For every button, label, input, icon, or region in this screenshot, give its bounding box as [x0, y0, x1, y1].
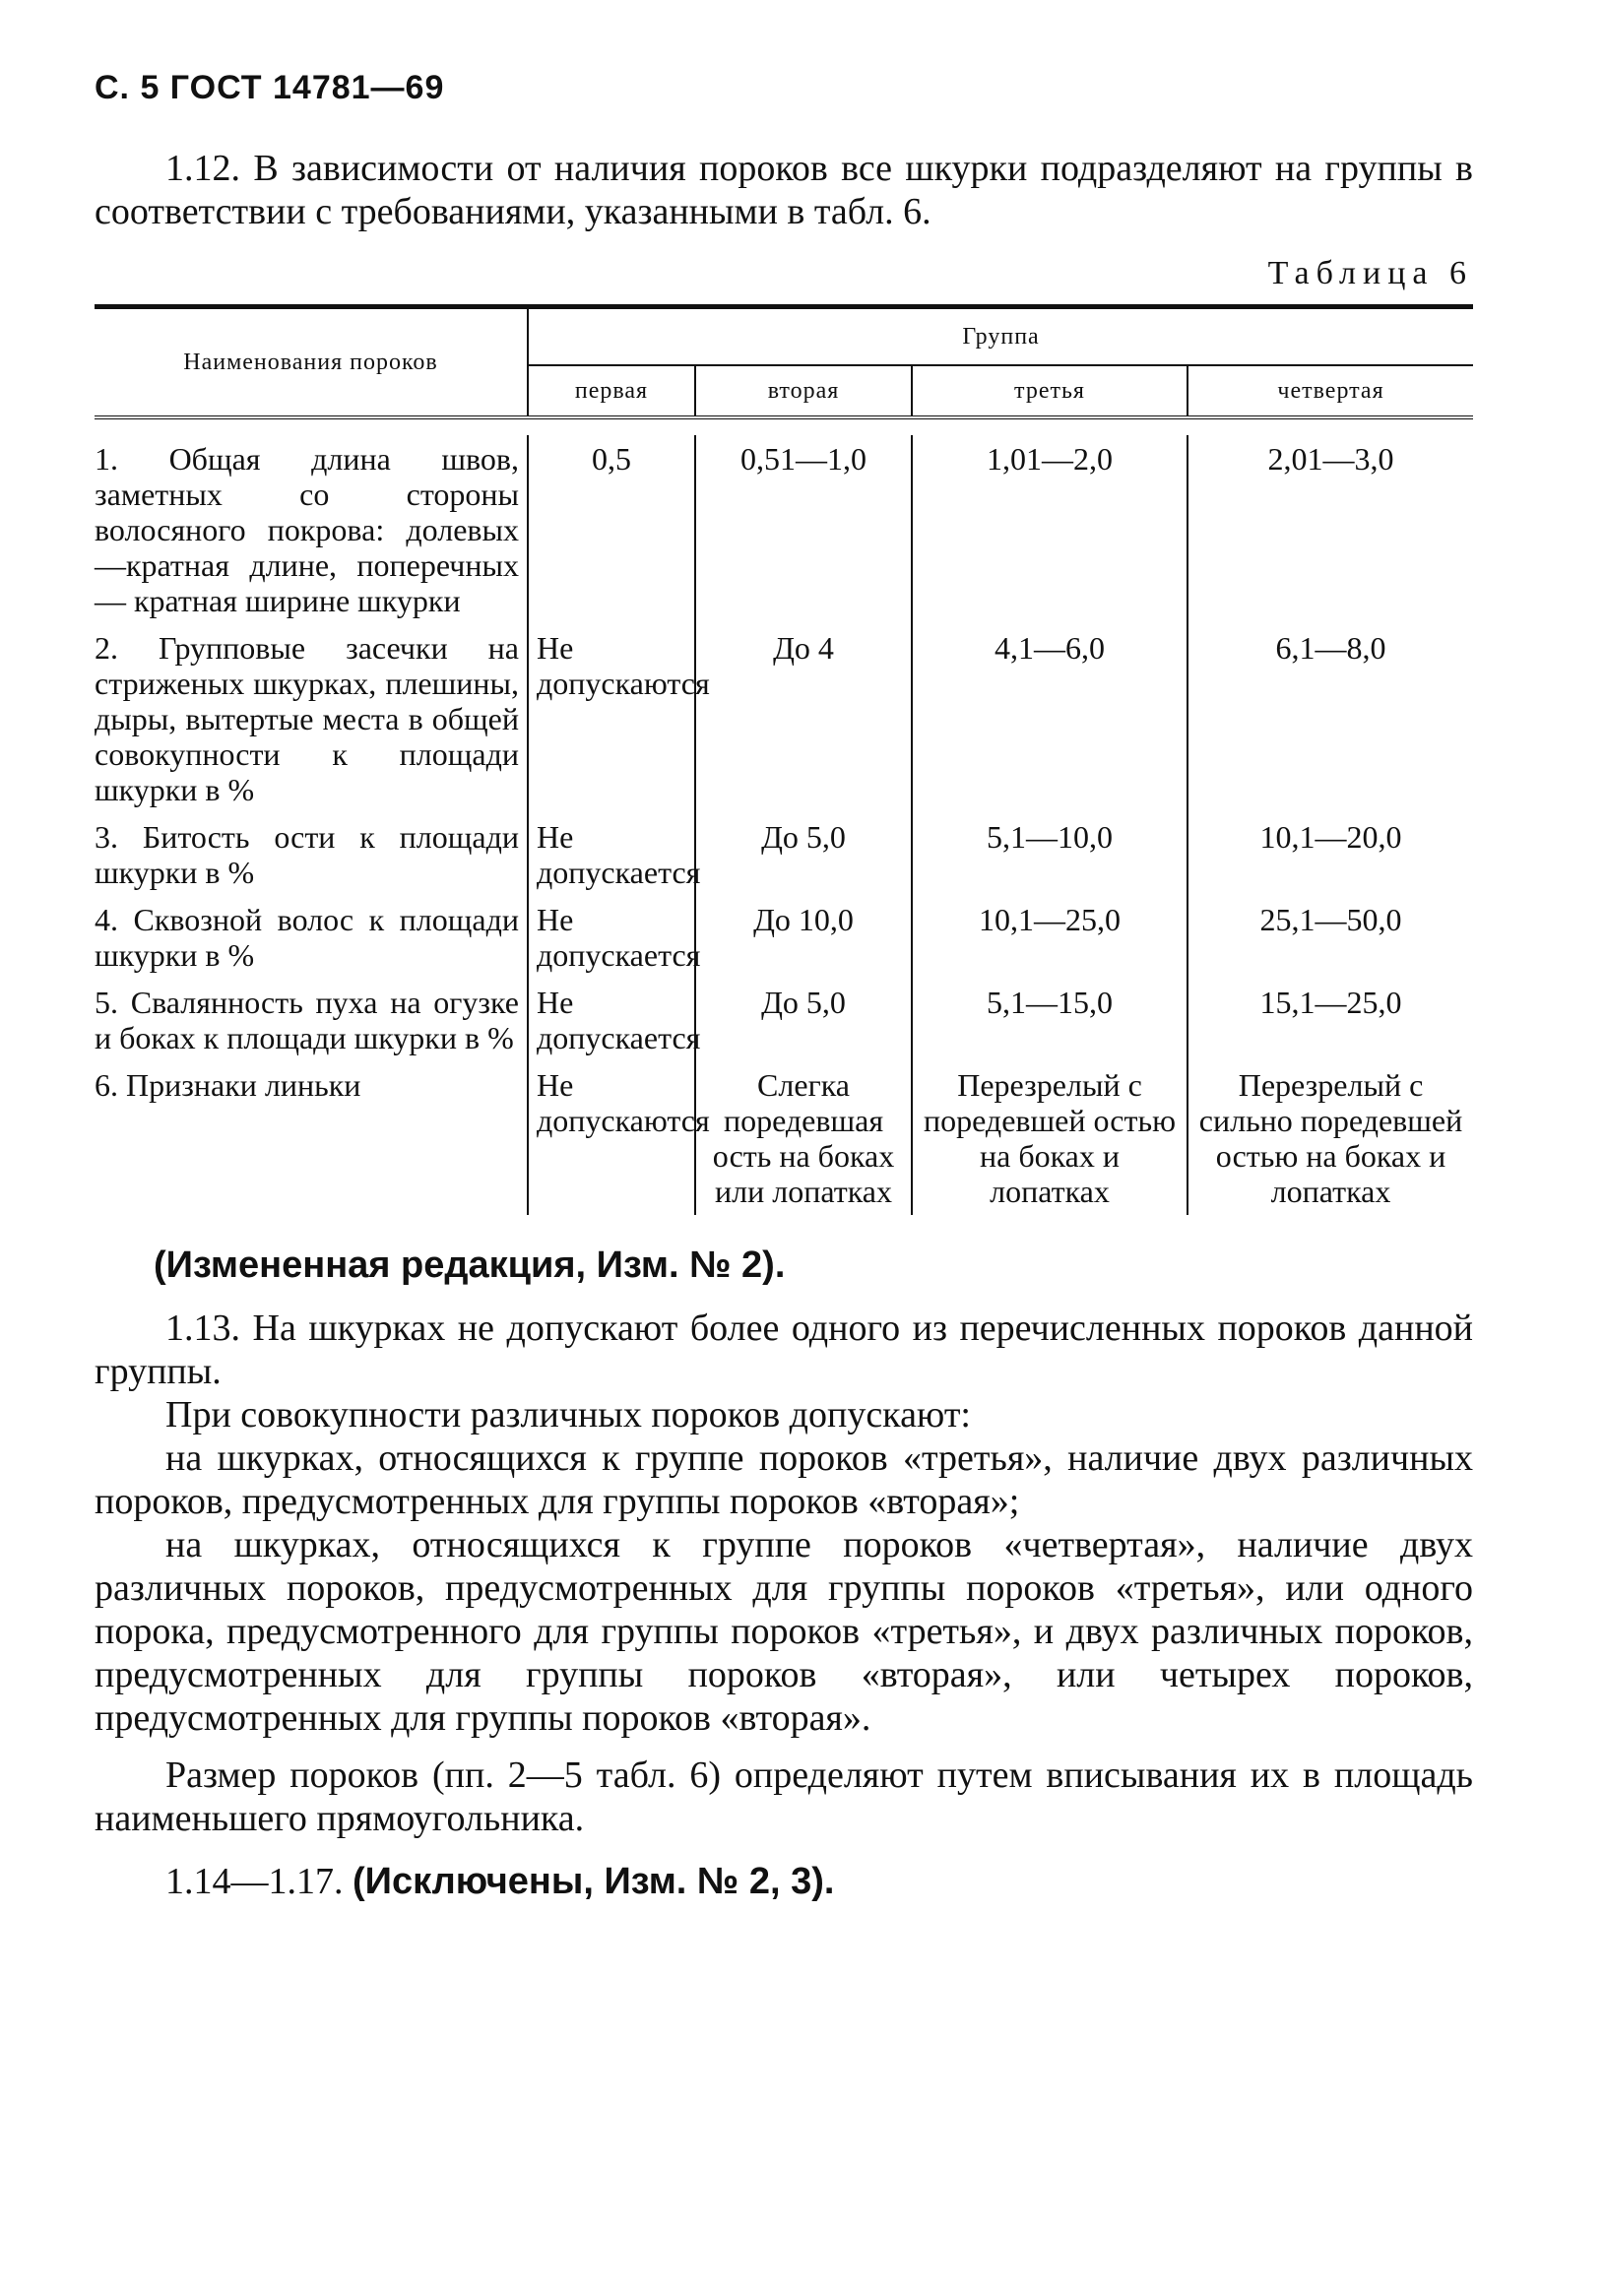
value-group-4: Перезрелый с сильно поредевшей остью на боках и лопатках	[1198, 1067, 1463, 1209]
paragraph-1-13-c: на шкурках, относящихся к группе пороков «третья», наличие двух различных пороков, предусмотренных для группы пороков «вторая»;	[95, 1437, 1473, 1522]
table-row	[95, 435, 1473, 624]
column-header-name: Наименования пороков	[95, 307, 528, 418]
value-group-1: Не допускается	[528, 896, 695, 979]
value-group-3: 10,1—25,0	[912, 896, 1188, 979]
value-group-1: Не допускается	[528, 813, 695, 896]
paragraph-1-14	[95, 1860, 1473, 1903]
value-group-1: Не допускаются	[528, 624, 695, 813]
value-group-4: 10,1—20,0	[1259, 819, 1402, 855]
paragraph-1-13-e: Размер пороков (пп. 2—5 табл. 6) определяют путем вписывания их в площадь наименьшего прямоугольника.	[95, 1754, 1473, 1839]
paragraph-1-12: 1.12. В зависимости от наличия пороков все шкурки подразделяют на группы в соответствии с требованиями, указанными в табл. 6.	[95, 148, 1473, 232]
amendment-note: (Измененная редакция, Изм. № 2).	[154, 1244, 786, 1286]
column-header-group-2: вторая	[695, 365, 912, 417]
table-row	[95, 979, 1473, 1061]
value-group-3: Перезрелый с поредевшей остью на боках и лопатках	[912, 1061, 1188, 1215]
value-group-4: 6,1—8,0	[1275, 630, 1386, 666]
paragraph-1-14-text: (Исключены, Изм. № 2, 3).	[353, 1861, 835, 1902]
defect-name: 2. Групповые засечки на стриженых шкурках, плешины, дыры, вытертые места в общей совокупности к площади шкурки в %	[95, 624, 528, 813]
paragraph-1-14-number: 1.14—1.17.	[165, 1861, 344, 1902]
column-header-group: Группа	[528, 307, 1473, 366]
value-group-2: 0,51—1,0	[695, 435, 912, 624]
table-row	[95, 1061, 1473, 1215]
paragraph-1-13-d: на шкурках, относящихся к группе пороков «четвертая», наличие двух различных пороков, предусмотренных для группы пороков «третья», или одного порока, предусмотренного для группы пороков «третья», и двух различных пороков, предусмотренных для группы пороков «вторая», или четырех пороков, предусмотренных для группы пороков «вторая».	[95, 1524, 1473, 1739]
defect-name: 5. Свалянность пуха на огузке и боках к площади шкурки в %	[95, 979, 528, 1061]
value-group-2: До 5,0	[695, 813, 912, 896]
value-group-3: 1,01—2,0	[912, 435, 1188, 624]
paragraph-1-13-b: При совокупности различных пороков допускают:	[165, 1394, 971, 1435]
value-group-2: Слегка поредевшая ость на боках или лопатках	[695, 1061, 912, 1215]
paragraph-1-13: 1.13. На шкурках не допускают более одного из перечисленных пороков данной группы.	[95, 1307, 1473, 1392]
page-header: С. 5 ГОСТ 14781—69	[95, 69, 445, 106]
table-row	[95, 896, 1473, 979]
table-row	[95, 813, 1473, 896]
value-group-4: 15,1—25,0	[1259, 985, 1402, 1020]
value-group-3: 5,1—15,0	[912, 979, 1188, 1061]
value-group-2: До 4	[695, 624, 912, 813]
document-page	[95, 69, 1473, 1903]
value-group-2: До 10,0	[695, 896, 912, 979]
value-group-1: Не допускаются	[528, 1061, 695, 1215]
value-group-3: 5,1—10,0	[912, 813, 1188, 896]
defect-name: 3. Битость ости к площади шкурки в %	[95, 813, 528, 896]
defect-name: 6. Признаки линьки	[95, 1061, 528, 1215]
defects-table	[95, 304, 1473, 1215]
value-group-2: До 5,0	[695, 979, 912, 1061]
value-group-4: 2,01—3,0	[1267, 441, 1394, 477]
column-header-group-3: третья	[912, 365, 1188, 417]
table-row	[95, 624, 1473, 813]
value-group-1: Не допускается	[528, 979, 695, 1061]
column-header-group-1: первая	[528, 365, 695, 417]
column-header-group-4: четвертая	[1277, 377, 1384, 404]
table-label: Таблица 6	[1267, 255, 1473, 291]
value-group-1: 0,5	[528, 435, 695, 624]
value-group-4: 25,1—50,0	[1259, 902, 1402, 937]
defect-name: 4. Сквозной волос к площади шкурки в %	[95, 896, 528, 979]
value-group-3: 4,1—6,0	[912, 624, 1188, 813]
defect-name: 1. Общая длина швов, заметных со стороны волосяного покрова: долевых—кратная длине, поперечных — кратная ширине шкурки	[95, 435, 528, 624]
